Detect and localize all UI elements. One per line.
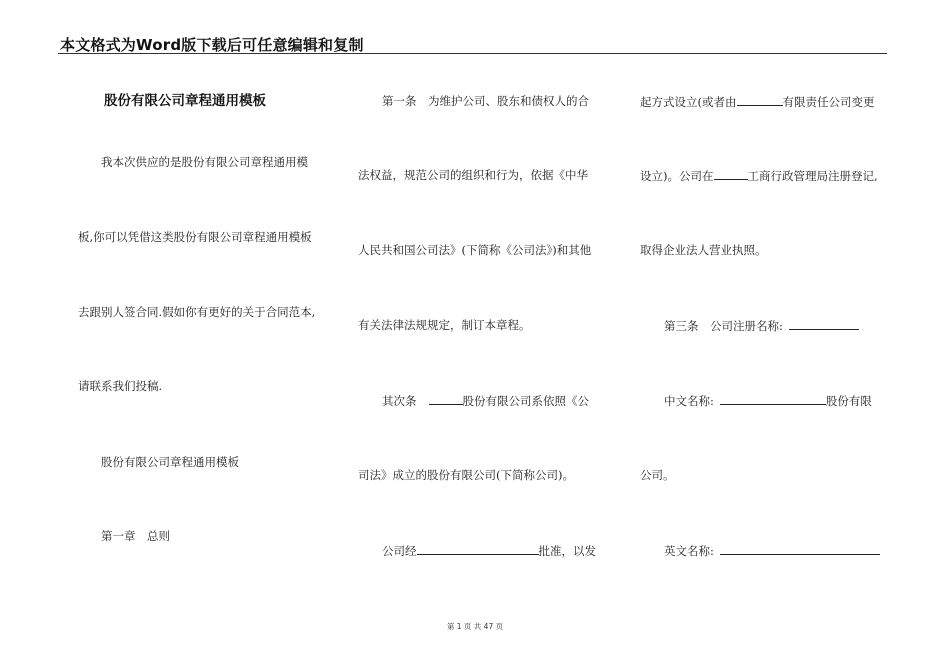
establishment-prefix: 起方式设立(或者由: [640, 95, 737, 109]
article-2-label: 其次条: [382, 394, 417, 408]
approval-prefix: 公司经: [382, 544, 417, 558]
intro-line-2: 板,你可以凭借这类股份有限公司章程通用模板: [78, 230, 312, 244]
header-title: 本文格式为Word版下载后可任意编辑和复制: [60, 36, 364, 54]
intro-line-1: 我本次供应的是股份有限公司章程通用模: [101, 155, 308, 169]
intro-line-4: 请联系我们投稿.: [78, 379, 163, 393]
registered-name-blank: [789, 318, 859, 330]
english-name-line: [664, 543, 880, 558]
chapter-heading: 第一章 总则: [101, 529, 170, 543]
article-2-line-1: [382, 393, 589, 408]
document-title: 股份有限公司章程通用模板: [104, 93, 266, 109]
establishment-line-3: 取得企业法人营业执照。: [640, 243, 767, 257]
registration-prefix: 设立)。公司在: [640, 169, 714, 183]
registration-place-blank: [714, 168, 748, 180]
article-2-line-2: 司法》成立的股份有限公司(下简称公司)。: [358, 468, 574, 482]
establishment-line-2: [640, 168, 878, 183]
article-2-line-3: [382, 543, 596, 558]
article-1-line-2: 法权益，规范公司的组织和行为，依据《中华: [358, 168, 588, 182]
article-1-line-4: 有关法律法规规定，制订本章程。: [358, 318, 531, 332]
prior-company-blank: [737, 94, 783, 106]
intro-line-3: 去跟别人签合同.假如你有更好的关于合同范本,: [78, 305, 316, 319]
article-1-line-3: 人民共和国公司法》(下简称《公司法》)和其他: [358, 243, 592, 257]
article-3-label: 第三条 公司注册名称:: [664, 319, 783, 333]
article-1-line-1: 第一条 为维护公司、股东和债权人的合: [382, 94, 589, 108]
company-name-blank: [429, 393, 463, 405]
establishment-suffix: 有限责任公司变更: [782, 95, 875, 109]
chinese-name-line-2: 公司。: [640, 468, 675, 482]
chinese-name-suffix: 股份有限: [825, 394, 872, 408]
chinese-name-blank: [720, 393, 826, 405]
page-footer: 第 1 页 共 47 页: [446, 622, 504, 631]
approval-suffix: 批准，以发: [538, 544, 596, 558]
registration-suffix: 工商行政管理局注册登记,: [747, 169, 878, 183]
approval-authority-blank: [417, 543, 539, 555]
establishment-line-1: [640, 94, 875, 109]
english-name-label: 英文名称:: [664, 544, 714, 558]
template-subtitle: 股份有限公司章程通用模板: [101, 455, 239, 469]
chinese-name-line: [664, 393, 872, 408]
header-rule: [58, 53, 887, 54]
chinese-name-label: 中文名称:: [664, 394, 714, 408]
article-3-line: [664, 318, 859, 333]
english-name-blank: [720, 543, 880, 555]
article-2-text: 股份有限公司系依照《公: [462, 394, 589, 408]
